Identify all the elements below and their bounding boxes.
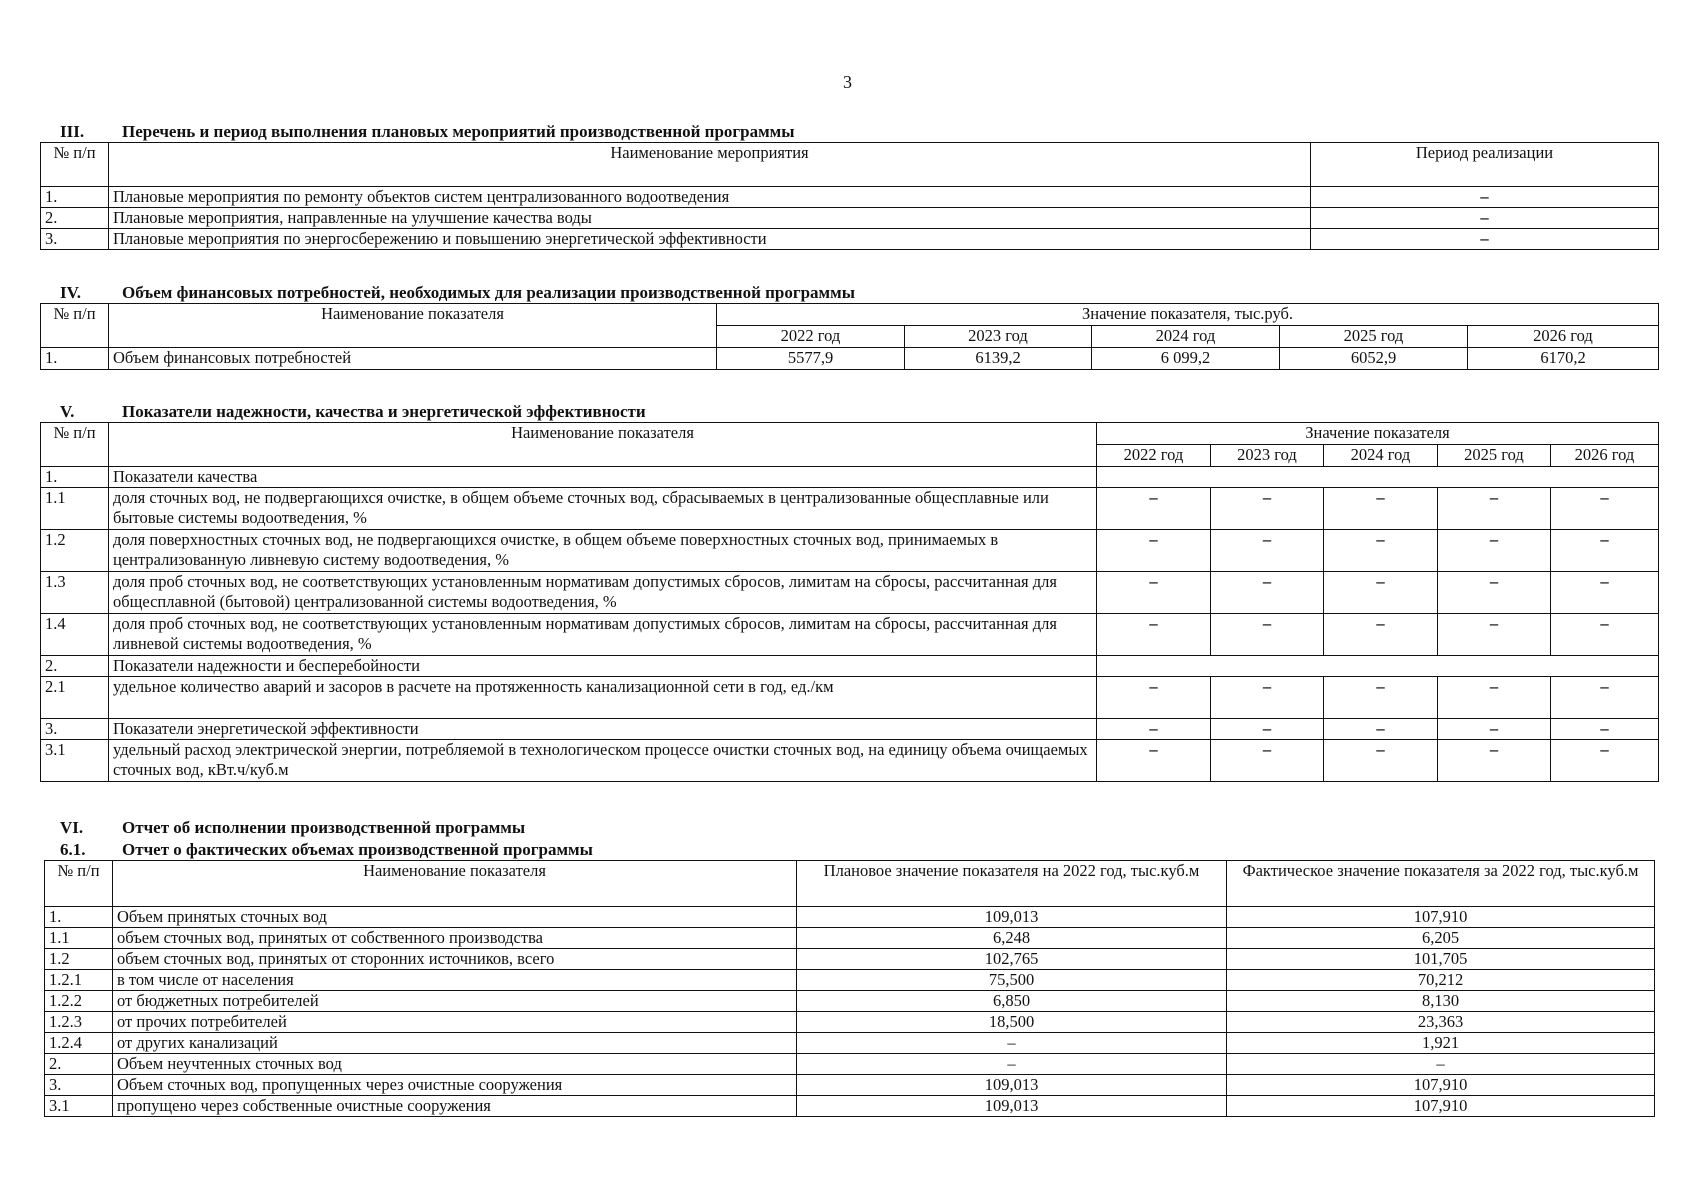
value-cell: – [1438, 719, 1551, 740]
table-row [45, 1012, 1655, 1033]
col-no-header: № п/п [41, 423, 109, 467]
year-header: 2023 год [1211, 445, 1324, 467]
table-row [41, 677, 1659, 719]
fact-value: 1,921 [1227, 1033, 1655, 1054]
row-number: 3.1 [41, 740, 109, 782]
financial-needs-table [40, 303, 1659, 370]
value-cell: – [1211, 719, 1324, 740]
group-name: Показатели надежности и бесперебойности [109, 656, 1097, 677]
value-cell: – [1324, 677, 1438, 719]
row-number: 2. [41, 656, 109, 677]
row-number: 3. [41, 719, 109, 740]
activity-name: Плановые мероприятия по энергосбережению и повышению энергетической эффективности [109, 229, 1311, 250]
row-number: 1.3 [41, 572, 109, 614]
col-fact-header: Фактическое значение показателя за 2022 год, тыс.куб.м [1227, 861, 1655, 907]
value-cell: – [1211, 488, 1324, 530]
plan-value: 18,500 [797, 1012, 1227, 1033]
plan-value: 6,248 [797, 928, 1227, 949]
section-3-title: Перечень и период выполнения плановых мероприятий производственной программы [122, 122, 795, 141]
indicator-name: Объем принятых сточных вод [113, 907, 797, 928]
year-header: 2026 год [1468, 326, 1659, 348]
value-cell: – [1438, 740, 1551, 782]
value-cell: – [1551, 677, 1659, 719]
table-row [45, 991, 1655, 1012]
col-no-header: № п/п [45, 861, 113, 907]
year-header: 2025 год [1438, 445, 1551, 467]
table-row [41, 187, 1659, 208]
year-header: 2023 год [905, 326, 1092, 348]
indicator-name: удельный расход электрической энергии, потребляемой в технологическом процессе очистки сточных вод, на единицу объема очищаемых сточных вод, кВт.ч/куб.м [109, 740, 1097, 782]
section-4-title: Объем финансовых потребностей, необходимых для реализации производственной программы [122, 283, 855, 302]
plan-value: 109,013 [797, 907, 1227, 928]
value-cell: 6139,2 [905, 348, 1092, 370]
year-header: 2024 год [1092, 326, 1280, 348]
value-cell: – [1438, 614, 1551, 656]
table-row [45, 1096, 1655, 1117]
section-3-number: III. [60, 122, 85, 141]
value-cell: – [1211, 677, 1324, 719]
plan-value: – [797, 1054, 1227, 1075]
value-cell: – [1097, 572, 1211, 614]
fact-value: – [1227, 1054, 1655, 1075]
table-row [45, 1054, 1655, 1075]
row-number: 1.2.1 [45, 970, 113, 991]
period-value: – [1311, 208, 1659, 229]
row-number: 1.2.2 [45, 991, 113, 1012]
quality-indicators-table [40, 422, 1659, 782]
table-row [41, 467, 1659, 488]
indicator-name: Показатели энергетической эффективности [109, 719, 1097, 740]
fact-value: 107,910 [1227, 907, 1655, 928]
row-number: 1. [45, 907, 113, 928]
value-cell: – [1097, 719, 1211, 740]
section-3-heading [60, 122, 795, 142]
row-number: 1. [41, 348, 109, 370]
indicator-name: в том числе от населения [113, 970, 797, 991]
value-cell: – [1097, 488, 1211, 530]
table-row [45, 907, 1655, 928]
value-cell: – [1211, 614, 1324, 656]
section-4-heading [60, 283, 855, 303]
value-cell: – [1438, 488, 1551, 530]
period-value: – [1311, 187, 1659, 208]
section-6-1-heading [60, 840, 593, 860]
table-row [41, 208, 1659, 229]
value-cell: – [1551, 614, 1659, 656]
indicator-name: доля проб сточных вод, не соответствующих установленным нормативам допустимых сбросов, лимитам на сбросы, рассчитанная для ливневой системы водоотведения, % [109, 614, 1097, 656]
plan-value: 109,013 [797, 1075, 1227, 1096]
value-cell: – [1097, 614, 1211, 656]
fact-value: 6,205 [1227, 928, 1655, 949]
plan-value: 75,500 [797, 970, 1227, 991]
table-row [41, 719, 1659, 740]
table-row [45, 928, 1655, 949]
value-cell: – [1551, 530, 1659, 572]
table-row [41, 348, 1659, 370]
value-cell: – [1324, 530, 1438, 572]
year-header: 2026 год [1551, 445, 1659, 467]
activity-name: Плановые мероприятия, направленные на улучшение качества воды [109, 208, 1311, 229]
table-row [41, 614, 1659, 656]
value-cell: 5577,9 [717, 348, 905, 370]
group-name: Показатели качества [109, 467, 1097, 488]
value-cell: 6 099,2 [1092, 348, 1280, 370]
section-5-title: Показатели надежности, качества и энергетической эффективности [122, 402, 646, 421]
indicator-name: Объем сточных вод, пропущенных через очистные сооружения [113, 1075, 797, 1096]
section-6-title: Отчет об исполнении производственной программы [122, 818, 526, 837]
row-number: 1.1 [41, 488, 109, 530]
col-value-header: Значение показателя [1097, 423, 1659, 445]
row-number: 1. [41, 187, 109, 208]
fact-value: 8,130 [1227, 991, 1655, 1012]
value-cell: 6052,9 [1280, 348, 1468, 370]
indicator-name: доля проб сточных вод, не соответствующих установленным нормативам допустимых сбросов, лимитам на сбросы, рассчитанная для общесплавной (бытовой) централизованной системы водоотведения, % [109, 572, 1097, 614]
row-number: 1. [41, 467, 109, 488]
year-header: 2022 год [1097, 445, 1211, 467]
plan-value: – [797, 1033, 1227, 1054]
table-row [41, 229, 1659, 250]
row-number: 3. [45, 1075, 113, 1096]
fact-value: 107,910 [1227, 1096, 1655, 1117]
col-plan-header: Плановое значение показателя на 2022 год, тыс.куб.м [797, 861, 1227, 907]
fact-value: 23,363 [1227, 1012, 1655, 1033]
table-row [45, 970, 1655, 991]
col-no-header: № п/п [41, 143, 109, 187]
period-value: – [1311, 229, 1659, 250]
actual-volumes-table [44, 860, 1655, 1117]
table-row [41, 656, 1659, 677]
row-number: 2. [45, 1054, 113, 1075]
empty-cell [1097, 656, 1659, 677]
plan-value: 102,765 [797, 949, 1227, 970]
indicator-name: доля поверхностных сточных вод, не подвергающихся очистке, в общем объеме поверхностных сточных вод, принимаемых в централизованную ливневую систему водоотведения, % [109, 530, 1097, 572]
indicator-name: объем сточных вод, принятых от собственного производства [113, 928, 797, 949]
value-cell: – [1551, 719, 1659, 740]
section-5-heading [60, 402, 646, 422]
table-row [45, 949, 1655, 970]
fact-value: 107,910 [1227, 1075, 1655, 1096]
table-row [41, 530, 1659, 572]
value-cell: – [1438, 572, 1551, 614]
col-period-header: Период реализации [1311, 143, 1659, 187]
col-indicator-header: Наименование показателя [109, 304, 717, 348]
value-cell: – [1097, 740, 1211, 782]
fact-value: 70,212 [1227, 970, 1655, 991]
row-number: 1.2 [45, 949, 113, 970]
row-number: 3.1 [45, 1096, 113, 1117]
indicator-name: Объем финансовых потребностей [109, 348, 717, 370]
value-cell: – [1551, 740, 1659, 782]
row-number: 1.2 [41, 530, 109, 572]
value-cell: – [1551, 488, 1659, 530]
value-cell: – [1211, 572, 1324, 614]
col-activity-header: Наименование мероприятия [109, 143, 1311, 187]
value-cell: – [1324, 572, 1438, 614]
value-cell: – [1211, 530, 1324, 572]
fact-value: 101,705 [1227, 949, 1655, 970]
value-cell: – [1097, 677, 1211, 719]
table-row [41, 572, 1659, 614]
indicator-name: объем сточных вод, принятых от сторонних источников, всего [113, 949, 797, 970]
page-number: 3 [843, 72, 852, 92]
value-cell: – [1438, 677, 1551, 719]
row-number: 2. [41, 208, 109, 229]
value-cell: – [1324, 614, 1438, 656]
col-value-header: Значение показателя, тыс.руб. [717, 304, 1659, 326]
row-number: 1.4 [41, 614, 109, 656]
activity-name: Плановые мероприятия по ремонту объектов систем централизованного водоотведения [109, 187, 1311, 208]
indicator-name: от прочих потребителей [113, 1012, 797, 1033]
indicator-name: от других канализаций [113, 1033, 797, 1054]
indicator-name: удельное количество аварий и засоров в расчете на протяженность канализационной сети в год, ед./км [109, 677, 1097, 719]
table-row [41, 740, 1659, 782]
value-cell: – [1551, 572, 1659, 614]
col-indicator-header: Наименование показателя [109, 423, 1097, 467]
table-row [45, 1075, 1655, 1096]
year-header: 2024 год [1324, 445, 1438, 467]
value-cell: – [1438, 530, 1551, 572]
row-number: 2.1 [41, 677, 109, 719]
year-header: 2025 год [1280, 326, 1468, 348]
indicator-name: Объем неучтенных сточных вод [113, 1054, 797, 1075]
section-6-1-number: 6.1. [60, 840, 86, 859]
planned-activities-table [40, 142, 1659, 250]
col-indicator-header: Наименование показателя [113, 861, 797, 907]
value-cell: – [1211, 740, 1324, 782]
col-no-header: № п/п [41, 304, 109, 348]
value-cell: 6170,2 [1468, 348, 1659, 370]
section-6-number: VI. [60, 818, 84, 837]
indicator-name: пропущено через собственные очистные сооружения [113, 1096, 797, 1117]
indicator-name: доля сточных вод, не подвергающихся очистке, в общем объеме сточных вод, сбрасываемых в централизованные общесплавные или бытовые системы водоотведения, % [109, 488, 1097, 530]
empty-cell [1097, 467, 1659, 488]
section-4-number: IV. [60, 283, 81, 302]
section-5-number: V. [60, 402, 75, 421]
value-cell: – [1324, 719, 1438, 740]
row-number: 1.2.4 [45, 1033, 113, 1054]
plan-value: 109,013 [797, 1096, 1227, 1117]
row-number: 1.2.3 [45, 1012, 113, 1033]
year-header: 2022 год [717, 326, 905, 348]
section-6-heading [60, 818, 525, 838]
value-cell: – [1324, 740, 1438, 782]
value-cell: – [1324, 488, 1438, 530]
indicator-name: от бюджетных потребителей [113, 991, 797, 1012]
value-cell: – [1097, 530, 1211, 572]
table-row [41, 488, 1659, 530]
plan-value: 6,850 [797, 991, 1227, 1012]
row-number: 1.1 [45, 928, 113, 949]
table-row [45, 1033, 1655, 1054]
section-6-1-title: Отчет о фактических объемах производственной программы [122, 840, 593, 859]
row-number: 3. [41, 229, 109, 250]
